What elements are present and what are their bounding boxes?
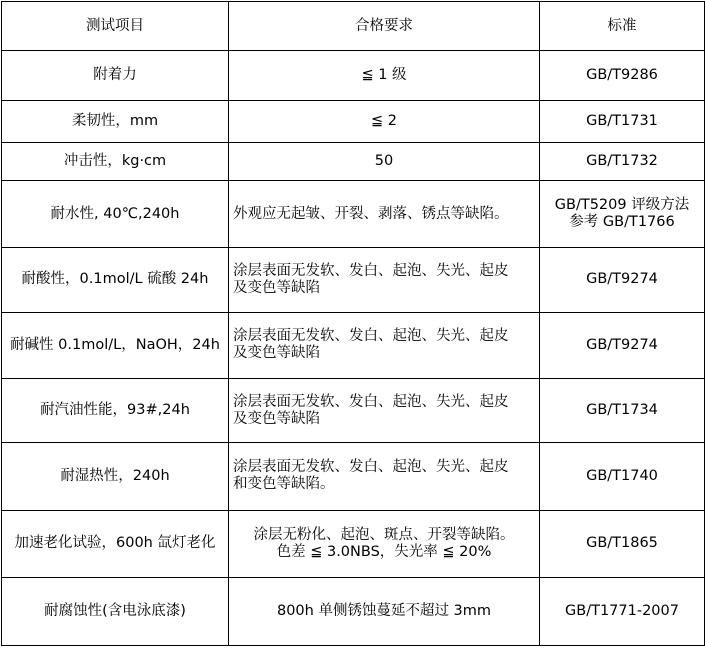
table-row: [2, 247, 705, 312]
cell-item: 附着力: [2, 51, 229, 101]
table-row: [2, 51, 705, 101]
table-row: [2, 379, 705, 443]
table-row: [2, 181, 705, 247]
cell-standard: GB/T1771-2007: [540, 577, 705, 645]
cell-requirement: ≦ 2: [229, 101, 540, 143]
cell-standard: GB/T9274: [540, 247, 705, 312]
header-row: [2, 2, 705, 51]
cell-item: 耐酸性，0.1mol/L 硫酸 24h: [2, 247, 229, 312]
cell-requirement: 外观应无起皱、开裂、剥落、锈点等缺陷。: [229, 181, 540, 247]
cell-requirement: 涂层表面无发软、发白、起泡、失光、起皮 和变色等缺陷。: [229, 443, 540, 510]
header-test-item: 测试项目: [2, 2, 229, 51]
cell-requirement: 50: [229, 143, 540, 181]
table-row: [2, 443, 705, 510]
cell-item: 柔韧性，mm: [2, 101, 229, 143]
cell-standard: GB/T1734: [540, 379, 705, 443]
cell-requirement: 涂层无粉化、起泡、斑点、开裂等缺陷。 色差 ≦ 3.0NBS，失光率 ≦ 20%: [229, 510, 540, 577]
table-row: [2, 312, 705, 378]
header-standard: 标准: [540, 2, 705, 51]
cell-standard: GB/T9274: [540, 312, 705, 378]
cell-requirement: 800h 单侧锈蚀蔓延不超过 3mm: [229, 577, 540, 645]
cell-requirement: ≦ 1 级: [229, 51, 540, 101]
cell-item: 耐水性, 40℃,240h: [2, 181, 229, 247]
cell-requirement: 涂层表面无发软、发白、起泡、失光、起皮 及变色等缺陷: [229, 312, 540, 378]
cell-requirement: 涂层表面无发软、发白、起泡、失光、起皮 及变色等缺陷: [229, 247, 540, 312]
header-requirement: 合格要求: [229, 2, 540, 51]
table-row: [2, 143, 705, 181]
cell-standard: GB/T1732: [540, 143, 705, 181]
cell-item: 耐汽油性能，93#,24h: [2, 379, 229, 443]
cell-item: 耐湿热性，240h: [2, 443, 229, 510]
cell-requirement: 涂层表面无发软、发白、起泡、失光、起皮 及变色等缺陷: [229, 379, 540, 443]
cell-standard: GB/T9286: [540, 51, 705, 101]
table-row: [2, 577, 705, 645]
cell-standard: GB/T5209 评级方法 参考 GB/T1766: [540, 181, 705, 247]
cell-standard: GB/T1865: [540, 510, 705, 577]
cell-item: 冲击性，kg·cm: [2, 143, 229, 181]
table-row: [2, 101, 705, 143]
cell-standard: GB/T1731: [540, 101, 705, 143]
cell-item: 耐碱性 0.1mol/L，NaOH，24h: [2, 312, 229, 378]
cell-item: 加速老化试验，600h 氙灯老化: [2, 510, 229, 577]
table-row: [2, 510, 705, 577]
cell-standard: GB/T1740: [540, 443, 705, 510]
cell-item: 耐腐蚀性(含电泳底漆): [2, 577, 229, 645]
spec-table: [1, 1, 705, 646]
